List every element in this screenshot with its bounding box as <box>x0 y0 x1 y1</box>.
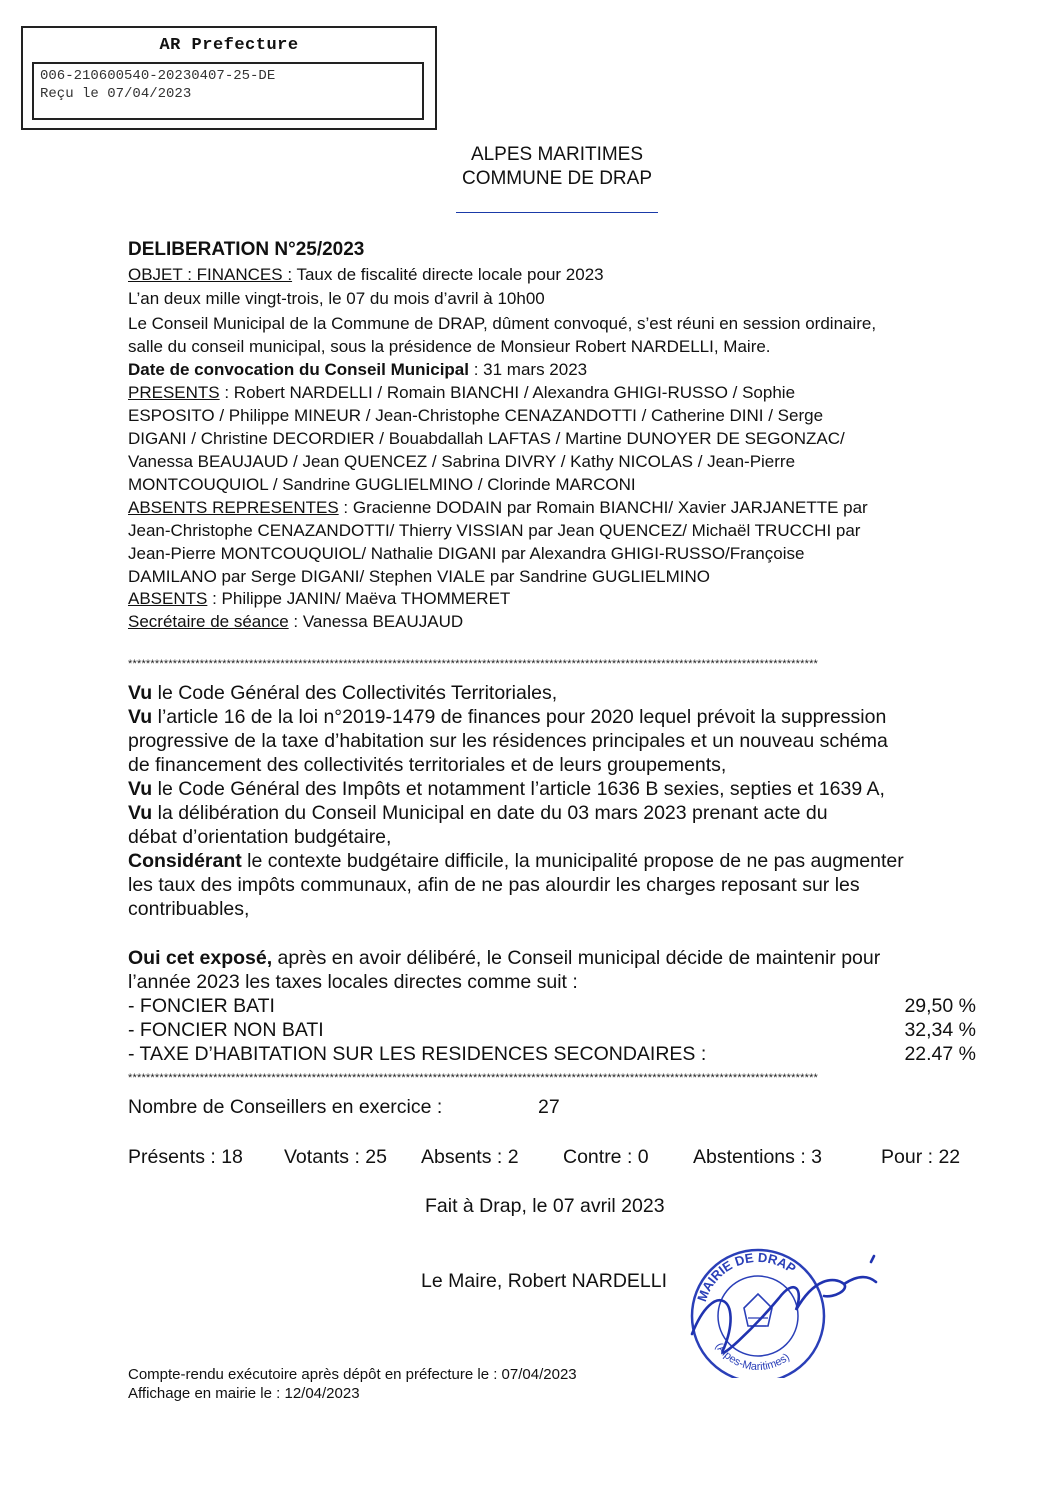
recital-2-line-2: progressive de la taxe d’habitation sur les résidences principales et un nouveau schéma <box>128 730 888 752</box>
absents-label: ABSENTS <box>128 589 208 608</box>
object-label: OBJET : FINANCES : <box>128 265 293 284</box>
vote-abstentions: Abstentions : 3 <box>693 1146 822 1168</box>
footer-posting-line: Affichage en mairie le : 12/04/2023 <box>128 1385 360 1402</box>
session-line-2: salle du conseil municipal, sous la présidence de Monsieur Robert NARDELLI, Maire. <box>128 337 771 356</box>
recital-3 <box>128 778 885 801</box>
decision-line-2: l’année 2023 les taxes locales directes comme suit : <box>128 971 578 993</box>
stamp-reference: 006-210600540-20230407-25-DE <box>40 68 276 84</box>
ar-prefecture-stamp <box>21 26 437 130</box>
meeting-date-line: L’an deux mille vingt-trois, le 07 du mois d’avril à 10h00 <box>128 289 545 308</box>
presents-label: PRESENTS <box>128 383 220 402</box>
seal-and-signature-graphic <box>684 1238 894 1378</box>
considering-line-1 <box>128 850 904 873</box>
presents-line-3: DIGANI / Christine DECORDIER / Bouabdallah LAFTAS / Martine DUNOYER DE SEGONZAC/ <box>128 429 845 448</box>
recital-2-line-1 <box>128 706 886 729</box>
represented-line-2: Jean-Christophe CENAZANDOTTI/ Thierry VISSIAN par Jean QUENCEZ/ Michaël TRUCCHI par <box>128 521 861 540</box>
mairie-seal-stamp <box>684 1238 894 1383</box>
stamp-title: AR Prefecture <box>159 36 299 55</box>
recital-4-text-1: la délibération du Conseil Municipal en date du 03 mars 2023 prenant acte du <box>152 802 828 824</box>
vote-votants: Votants : 25 <box>284 1146 387 1168</box>
stamp-inner-box <box>32 62 424 120</box>
tax-rate: 29,50 % <box>904 995 976 1017</box>
secretary-text: : Vanessa BEAUJAUD <box>288 612 464 631</box>
convocation-date: : 31 mars 2023 <box>469 360 588 379</box>
decision-label: Oui cet exposé, <box>128 947 273 969</box>
vote-pour: Pour : 22 <box>881 1146 961 1168</box>
vote-absents: Absents : 2 <box>421 1146 519 1168</box>
tax-label: - FONCIER BATI <box>128 995 275 1017</box>
recital-4-line-2: débat d’orientation budgétaire, <box>128 826 392 848</box>
tax-label: - FONCIER NON BATI <box>128 1019 324 1041</box>
header-rule <box>456 212 658 213</box>
considering-line-3: contribuables, <box>128 898 250 920</box>
represented-line-1 <box>128 498 868 518</box>
separator-bottom: ********************************************************************************************************************************************************** <box>128 1072 819 1084</box>
convocation-line <box>128 360 587 380</box>
absents-text: : Philippe JANIN/ Maëva THOMMERET <box>207 589 511 608</box>
represented-line-3: Jean-Pierre MONTCOUQUIOL/ Nathalie DIGANI par Alexandra GHIGI-RUSSO/Françoise <box>128 544 805 563</box>
object-line <box>128 265 604 285</box>
vu-label: Vu <box>128 706 153 728</box>
commune-name: COMMUNE DE DRAP <box>461 168 652 189</box>
tax-rate: 32,34 % <box>904 1019 976 1041</box>
vu-label: Vu <box>128 778 153 800</box>
decision-line-1 <box>128 947 880 970</box>
mayor-signature-line: Le Maire, Robert NARDELLI <box>421 1270 668 1292</box>
vote-presents: Présents : 18 <box>128 1146 243 1168</box>
considering-text-1: le contexte budgétaire difficile, la municipalité propose de ne pas augmenter <box>241 850 904 872</box>
recital-2-text-1: l’article 16 de la loi n°2019-1479 de finances pour 2020 lequel prévoit la suppression <box>152 706 887 728</box>
represented-text-1: : Gracienne DODAIN par Romain BIANCHI/ Xavier JARJANETTE par <box>338 498 868 517</box>
considering-line-2: les taux des impôts communaux, afin de ne pas alourdir les charges reposant sur les <box>128 874 860 896</box>
recital-1-text: le Code Général des Collectivités Territoriales, <box>152 682 558 704</box>
presents-line-4: Vanessa BEAUJAUD / Jean QUENCEZ / Sabrina DIVRY / Kathy NICOLAS / Jean-Pierre <box>128 452 796 471</box>
presents-line-2: ESPOSITO / Philippe MINEUR / Jean-Christophe CENAZANDOTTI / Catherine DINI / Serge <box>128 406 824 425</box>
tax-row-habitation-secondaire <box>128 1043 976 1067</box>
recital-2-line-3: de financement des collectivités territoriales et de leurs groupements, <box>128 754 727 776</box>
vu-label: Vu <box>128 802 153 824</box>
represented-line-4: DAMILANO par Serge DIGANI/ Stephen VIALE par Sandrine GUGLIELMINO <box>128 567 711 586</box>
considering-label: Considérant <box>128 850 242 872</box>
footer-executory-line: Compte-rendu exécutoire après dépôt en préfecture le : 07/04/2023 <box>128 1366 577 1383</box>
object-text: Taux de fiscalité directe locale pour 2023 <box>292 265 604 284</box>
svg-text:(Alpes-Maritimes): (Alpes-Maritimes) <box>712 1340 793 1374</box>
tax-row-foncier-non-bati <box>128 1019 976 1043</box>
deliberation-title: DELIBERATION N°25/2023 <box>128 239 365 260</box>
councillors-label: Nombre de Conseillers en exercice : <box>128 1096 443 1118</box>
secretary-label: Secrétaire de séance <box>128 612 289 631</box>
place-date: Fait à Drap, le 07 avril 2023 <box>425 1195 665 1217</box>
recital-4-line-1 <box>128 802 828 825</box>
separator-top: ********************************************************************************************************************************************************** <box>128 658 819 670</box>
stamp-received-date: Reçu le 07/04/2023 <box>40 86 192 102</box>
vote-contre: Contre : 0 <box>563 1146 649 1168</box>
tax-row-foncier-bati <box>128 995 976 1019</box>
tax-label: - TAXE D’HABITATION SUR LES RESIDENCES SECONDAIRES : <box>128 1043 707 1065</box>
session-line-1: Le Conseil Municipal de la Commune de DRAP, dûment convoqué, s’est réuni en session ordinaire, <box>128 314 877 333</box>
decision-text-1: après en avoir délibéré, le Conseil municipal décide de maintenir pour <box>272 947 881 969</box>
department-name: ALPES MARITIMES <box>470 144 644 165</box>
presents-line-1 <box>128 383 795 403</box>
tax-rate: 22.47 % <box>904 1043 976 1065</box>
recital-1 <box>128 682 557 705</box>
vu-label: Vu <box>128 682 153 704</box>
represented-label: ABSENTS REPRESENTES <box>128 498 339 517</box>
secretary-line <box>128 612 463 632</box>
presents-text-1: : Robert NARDELLI / Romain BIANCHI / Alexandra GHIGI-RUSSO / Sophie <box>219 383 796 402</box>
absents-line <box>128 589 510 609</box>
convocation-label: Date de convocation du Conseil Municipal <box>128 360 469 379</box>
councillors-count: 27 <box>538 1096 560 1118</box>
recital-3-text: le Code Général des Impôts et notamment l’article 1636 B sexies, septies et 1639 A, <box>152 778 885 800</box>
presents-line-5: MONTCOUQUIOL / Sandrine GUGLIELMINO / Clorinde MARCONI <box>128 475 636 494</box>
svg-text:MAIRIE DE DRAP: MAIRIE DE DRAP <box>694 1249 799 1304</box>
